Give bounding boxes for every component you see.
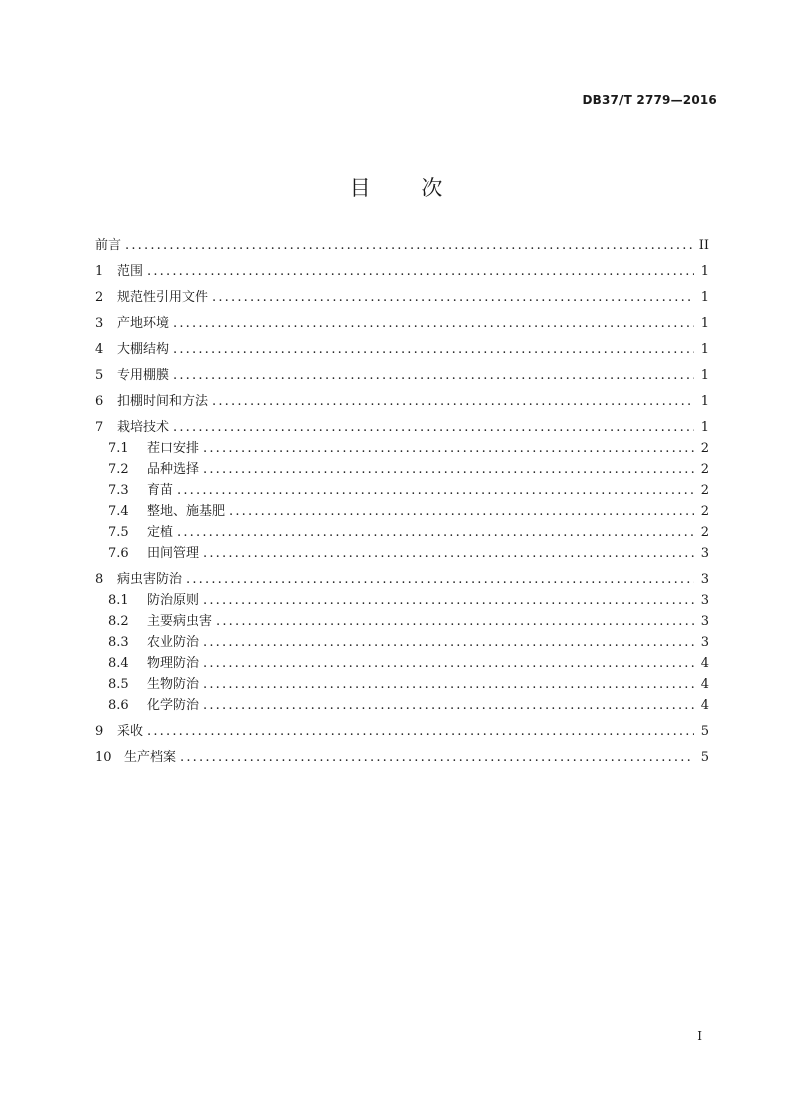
page-number: I <box>697 1029 702 1043</box>
toc-entry-label: 扣棚时间和方法 <box>117 394 209 409</box>
toc-entry-number: 5 <box>95 368 104 383</box>
toc-entry-number: 7.5 <box>108 525 129 540</box>
toc-entry-page: 2 <box>700 441 709 456</box>
toc-leader-dots <box>203 696 694 716</box>
toc-entry-page: 1 <box>700 264 709 279</box>
toc-entry-label: 范围 <box>117 264 144 279</box>
toc-entry-label: 大棚结构 <box>117 342 170 357</box>
toc-entry-label: 规范性引用文件 <box>117 290 209 305</box>
toc-entry[interactable] <box>95 236 709 256</box>
toc-entry[interactable] <box>95 288 709 308</box>
toc-entry-label: 定植 <box>147 525 174 540</box>
toc-entry-number: 7.2 <box>108 462 129 477</box>
toc-entry[interactable] <box>95 314 709 334</box>
toc-entry-number: 9 <box>95 724 104 739</box>
toc-leader-dots <box>216 612 694 632</box>
toc-entry[interactable] <box>95 502 709 522</box>
toc-leader-dots <box>177 481 694 501</box>
toc-entry-label: 栽培技术 <box>117 420 170 435</box>
toc-leader-dots <box>173 418 694 438</box>
toc-entry[interactable] <box>95 460 709 480</box>
toc-entry-number: 8.4 <box>108 656 129 671</box>
toc-entry-page: 5 <box>700 724 709 739</box>
toc-entry[interactable] <box>95 366 709 386</box>
toc-entry-label: 采收 <box>117 724 144 739</box>
toc-entry-number: 8.6 <box>108 698 129 713</box>
toc-entry-page: 1 <box>700 420 709 435</box>
toc-leader-dots <box>212 288 694 308</box>
toc-entry-number: 8.1 <box>108 593 129 608</box>
toc-entry-label: 专用棚膜 <box>117 368 170 383</box>
document-code: DB37/T 2779—2016 <box>582 93 717 107</box>
toc-entry-number: 7.1 <box>108 441 129 456</box>
toc-entry-page: II <box>698 238 709 253</box>
toc-entry-label: 品种选择 <box>147 462 200 477</box>
toc-entry-label: 产地环境 <box>117 316 170 331</box>
toc-entry-label: 生产档案 <box>124 750 177 765</box>
toc-entry-label: 田间管理 <box>147 546 200 561</box>
toc-entry[interactable] <box>95 439 709 459</box>
toc-entry-number: 1 <box>95 264 104 279</box>
toc-entry-page: 2 <box>700 525 709 540</box>
toc-entry-page: 2 <box>700 483 709 498</box>
toc-entry[interactable] <box>95 612 709 632</box>
toc-entry[interactable] <box>95 675 709 695</box>
toc-entry[interactable] <box>95 722 709 742</box>
toc-leader-dots <box>203 544 694 564</box>
toc-leader-dots <box>203 654 694 674</box>
toc-entry-number: 6 <box>95 394 104 409</box>
toc-entry-page: 1 <box>700 368 709 383</box>
toc-entry-label: 病虫害防治 <box>117 572 183 587</box>
toc-entry-label: 化学防治 <box>147 698 200 713</box>
toc-entry-number: 2 <box>95 290 104 305</box>
toc-entry-page: 1 <box>700 394 709 409</box>
toc-entry[interactable] <box>95 591 709 611</box>
toc-entry[interactable] <box>95 481 709 501</box>
toc-entry[interactable] <box>95 570 709 590</box>
toc-entry-label: 茬口安排 <box>147 441 200 456</box>
toc-entry[interactable] <box>95 544 709 564</box>
toc-leader-dots <box>203 439 694 459</box>
toc-leader-dots <box>173 314 694 334</box>
toc-entry-label: 生物防治 <box>147 677 200 692</box>
toc-leader-dots <box>186 570 694 590</box>
toc-entry-label: 前言 <box>95 238 122 253</box>
toc-entry-number: 4 <box>95 342 104 357</box>
toc-entry-label: 农业防治 <box>147 635 200 650</box>
toc-leader-dots <box>147 722 694 742</box>
toc-leader-dots <box>203 460 694 480</box>
toc-entry-page: 3 <box>700 593 709 608</box>
toc-entry[interactable] <box>95 340 709 360</box>
toc-leader-dots <box>147 262 694 282</box>
toc-entry-page: 2 <box>700 462 709 477</box>
toc-entry[interactable] <box>95 748 709 768</box>
toc-entry-page: 1 <box>700 342 709 357</box>
toc-entry-label: 育苗 <box>147 483 174 498</box>
toc-entry-page: 4 <box>700 656 709 671</box>
toc-leader-dots <box>203 675 694 695</box>
toc-entry-page: 5 <box>700 750 709 765</box>
toc-leader-dots <box>173 366 694 386</box>
toc-entry-number: 8.2 <box>108 614 129 629</box>
toc-entry[interactable] <box>95 654 709 674</box>
toc-entry[interactable] <box>95 262 709 282</box>
toc-entry-label: 整地、施基肥 <box>147 504 226 519</box>
toc-leader-dots <box>203 633 694 653</box>
toc-leader-dots <box>177 523 694 543</box>
toc-entry-page: 2 <box>700 504 709 519</box>
toc-entry-number: 8.3 <box>108 635 129 650</box>
toc-entry-page: 3 <box>700 572 709 587</box>
toc-entry-label: 物理防治 <box>147 656 200 671</box>
toc-entry-page: 3 <box>700 546 709 561</box>
toc-entry[interactable] <box>95 523 709 543</box>
toc-entry-number: 8.5 <box>108 677 129 692</box>
toc-entry[interactable] <box>95 696 709 716</box>
toc-entry-page: 1 <box>700 316 709 331</box>
toc-leader-dots <box>180 748 694 768</box>
toc-entry-label: 防治原则 <box>147 593 200 608</box>
toc-entry[interactable] <box>95 633 709 653</box>
toc-entry-label: 主要病虫害 <box>147 614 213 629</box>
toc-entry-number: 7.6 <box>108 546 129 561</box>
toc-entry[interactable] <box>95 418 709 438</box>
toc-entry-page: 3 <box>700 635 709 650</box>
toc-leader-dots <box>125 236 694 256</box>
toc-entry-number: 7.4 <box>108 504 129 519</box>
toc-entry-number: 3 <box>95 316 104 331</box>
toc-entry[interactable] <box>95 392 709 412</box>
toc-leader-dots <box>203 591 694 611</box>
toc-entry-number: 10 <box>95 750 112 765</box>
toc-leader-dots <box>173 340 694 360</box>
toc-entry-number: 7 <box>95 420 104 435</box>
toc-entry-page: 4 <box>700 677 709 692</box>
page-title: 目 次 <box>349 176 465 200</box>
toc-leader-dots <box>229 502 694 522</box>
toc-entry-page: 1 <box>700 290 709 305</box>
toc-entry-page: 3 <box>700 614 709 629</box>
toc-entry-page: 4 <box>700 698 709 713</box>
toc-leader-dots <box>212 392 694 412</box>
toc-entry-number: 7.3 <box>108 483 129 498</box>
table-of-contents <box>95 236 709 768</box>
toc-entry-number: 8 <box>95 572 104 587</box>
